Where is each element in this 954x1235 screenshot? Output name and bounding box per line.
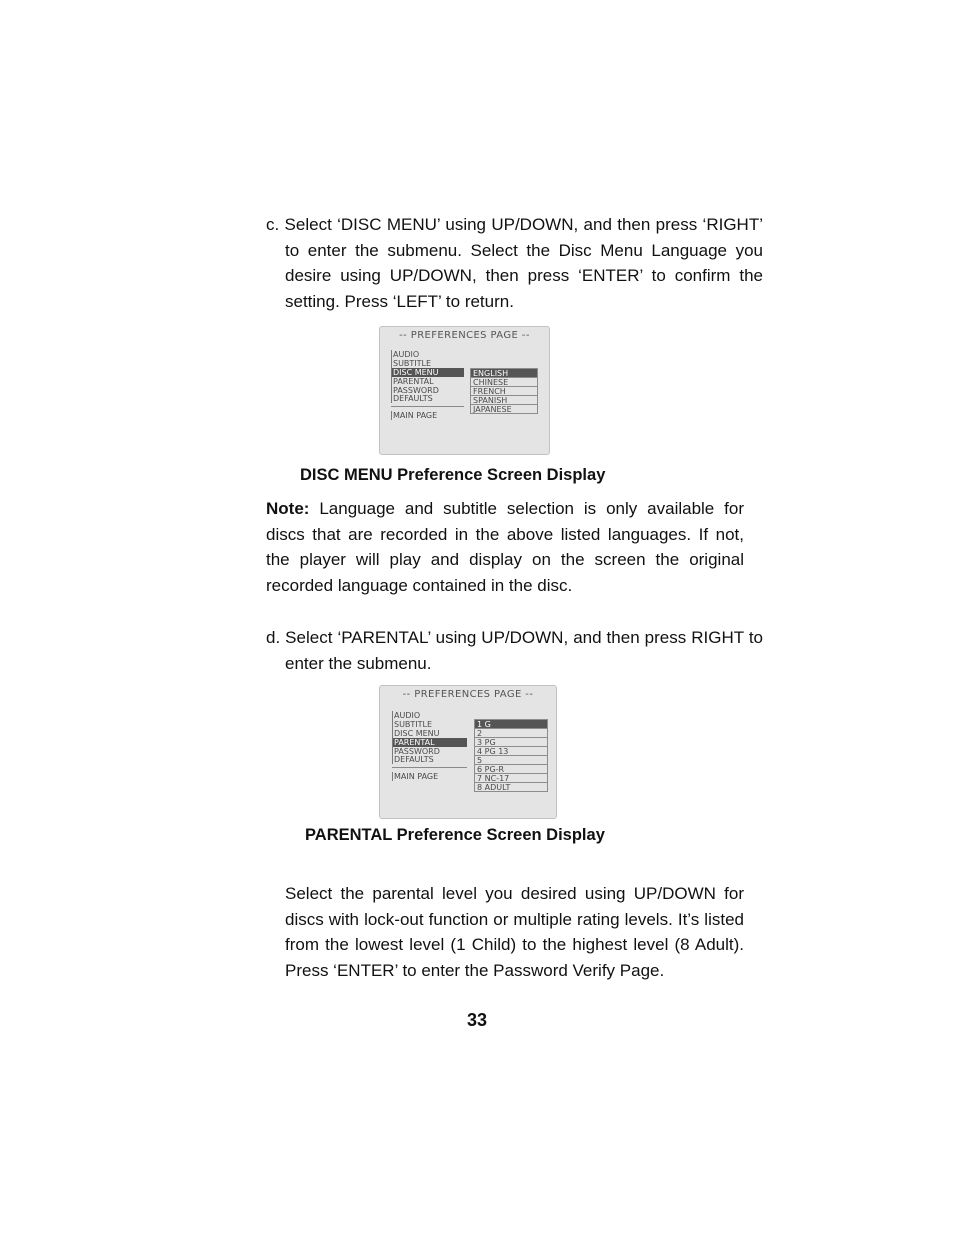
osd-menu-item-disc-menu: DISC MENU	[392, 729, 467, 738]
osd-menu-item-parental: PARENTAL	[392, 738, 467, 747]
step-c-paragraph: c. Select ‘DISC MENU’ using UP/DOWN, and then press ‘RIGHT’ to enter the submenu. Select the Disc Menu Language you desire using UP/DOWN, then press ‘ENTER’ to confirm the setting. Press ‘LEFT’ to return.	[266, 215, 763, 311]
osd-option-2: 2	[474, 729, 548, 738]
note-label: Note:	[266, 499, 310, 518]
osd-options-list	[470, 368, 538, 414]
osd-menu-item-subtitle: SUBTITLE	[391, 359, 464, 368]
osd-option-3-pg: 3 PG	[474, 738, 548, 747]
osd-menu-item-disc-menu: DISC MENU	[391, 368, 464, 377]
osd-title: -- PREFERENCES PAGE --	[399, 330, 530, 341]
parental-paragraph: Select the parental level you desired using UP/DOWN for discs with lock-out function or multiple rating levels. It’s listed from the lowest level (1 Child) to the highest level (8 Adult). Press ‘ENTER’ to enter the Password Verify Page.	[285, 884, 744, 980]
osd-option-6-pg-r: 6 PG-R	[474, 765, 548, 774]
osd-option-spanish: SPANISH	[470, 396, 538, 405]
osd-menu-item-audio: AUDIO	[392, 711, 467, 720]
page-number: 33	[466, 1010, 488, 1030]
osd-option-5: 5	[474, 756, 548, 765]
osd-main-page: MAIN PAGE	[392, 772, 467, 781]
note-text: Language and subtitle selection is only available for discs that are recorded in the above listed languages. If not, the player will play and display on the screen the original recorded language contained in the disc.	[266, 499, 744, 595]
osd-divider	[391, 406, 464, 407]
osd-option-8-adult: 8 ADULT	[474, 783, 548, 792]
osd-divider	[392, 767, 467, 768]
osd-option-english: ENGLISH	[470, 368, 538, 378]
osd-menu-item-parental: PARENTAL	[391, 377, 464, 386]
osd-menu-item-defaults: DEFAULTS	[392, 755, 467, 764]
osd-menu-item-defaults: DEFAULTS	[391, 394, 464, 403]
osd-option-7-nc-17: 7 NC-17	[474, 774, 548, 783]
note-paragraph	[266, 496, 744, 598]
osd-menu-list	[391, 350, 464, 420]
osd-option-french: FRENCH	[470, 387, 538, 396]
osd-menu-item-audio: AUDIO	[391, 350, 464, 359]
osd-menu-item-password: PASSWORD	[391, 386, 464, 395]
osd-title: -- PREFERENCES PAGE --	[402, 689, 534, 700]
osd-menu-item-subtitle: SUBTITLE	[392, 720, 467, 729]
osd-options-list	[474, 719, 548, 792]
osd-option-japanese: JAPANESE	[470, 405, 538, 414]
disc-menu-screen-image	[379, 326, 550, 455]
osd-menu-item-password: PASSWORD	[392, 747, 467, 756]
osd-option-chinese: CHINESE	[470, 378, 538, 387]
parental-caption: PARENTAL Preference Screen Display	[305, 826, 605, 844]
step-d-paragraph: d. Select ‘PARENTAL’ using UP/DOWN, and then press RIGHT to enter the submenu.	[266, 628, 763, 673]
osd-option-1-g: 1 G	[474, 719, 548, 729]
parental-screen-image	[379, 685, 557, 819]
osd-option-4-pg-13: 4 PG 13	[474, 747, 548, 756]
disc-menu-caption: DISC MENU Preference Screen Display	[300, 466, 606, 484]
osd-main-page: MAIN PAGE	[391, 411, 464, 420]
osd-menu-list	[392, 711, 467, 781]
